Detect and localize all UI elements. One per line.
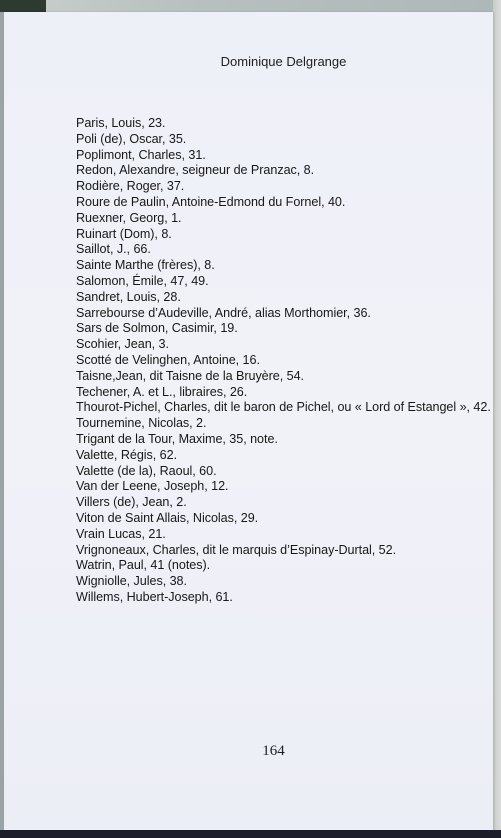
running-header-author: Dominique Delgrange bbox=[220, 54, 347, 69]
index-entry: Thourot-Pichel, Charles, dit le baron de Pichel, ou « Lord of Estangel », 42. bbox=[76, 400, 491, 415]
page-number: 164 bbox=[262, 743, 285, 759]
index-entry: Salomon, Émile, 47, 49. bbox=[76, 273, 209, 288]
index-entry: Ruinart (Dom), 8. bbox=[76, 226, 172, 241]
index-entry: Sainte Marthe (frères), 8. bbox=[76, 258, 215, 273]
index-entry: Scohier, Jean, 3. bbox=[76, 337, 169, 352]
index-entry: Ruexner, Georg, 1. bbox=[76, 210, 182, 225]
index-entry: Vrignoneaux, Charles, dit le marquis d’Espinay-Durtal, 52. bbox=[76, 542, 397, 557]
background-top-strip bbox=[0, 0, 501, 12]
index-entry: Van der Leene, Joseph, 12. bbox=[76, 479, 229, 494]
index-entry: Sars de Solmon, Casimir, 19. bbox=[76, 321, 238, 336]
document-page bbox=[4, 12, 493, 832]
index-entry: Paris, Louis, 23. bbox=[76, 116, 166, 130]
index-entry: Willems, Hubert-Joseph, 61. bbox=[76, 589, 233, 604]
background-bottom-strip bbox=[0, 830, 501, 838]
index-entry: Wigniolle, Jules, 38. bbox=[76, 574, 187, 589]
background-dark-tab bbox=[0, 0, 46, 12]
index-entry: Saillot, J., 66. bbox=[76, 242, 151, 257]
background-right-edge bbox=[493, 0, 501, 838]
index-entry: Villers (de), Jean, 2. bbox=[76, 495, 187, 510]
index-entry: Watrin, Paul, 41 (notes). bbox=[76, 558, 211, 573]
index-entry: Poli (de), Oscar, 35. bbox=[76, 131, 187, 146]
index-entry: Viton de Saint Allais, Nicolas, 29. bbox=[76, 510, 259, 525]
index-entry: Vrain Lucas, 21. bbox=[76, 526, 166, 541]
index-entry: Trigant de la Tour, Maxime, 35, note. bbox=[76, 431, 278, 446]
index-entry: Redon, Alexandre, seigneur de Pranzac, 8. bbox=[76, 163, 315, 178]
index-entry: Sarrebourse d’Audeville, André, alias Morthomier, 36. bbox=[76, 305, 371, 320]
index-entry: Rodière, Roger, 37. bbox=[76, 179, 185, 194]
index-entry: Tournemine, Nicolas, 2. bbox=[76, 416, 207, 431]
index-entry: Scotté de Velinghen, Antoine, 16. bbox=[76, 352, 260, 367]
index-entry: Valette (de la), Raoul, 60. bbox=[76, 463, 217, 478]
index-entry: Roure de Paulin, Antoine-Edmond du Fornel, 40. bbox=[76, 194, 346, 209]
index-entry: Sandret, Louis, 28. bbox=[76, 289, 181, 304]
index-entry: Valette, Régis, 62. bbox=[76, 447, 178, 462]
index-entry: Taisne,Jean, dit Taisne de la Bruyère, 54. bbox=[76, 368, 304, 383]
index-entry-list bbox=[76, 116, 491, 606]
index-entry: Poplimont, Charles, 31. bbox=[76, 147, 206, 162]
index-entry: Techener, A. et L., libraires, 26. bbox=[76, 384, 248, 399]
